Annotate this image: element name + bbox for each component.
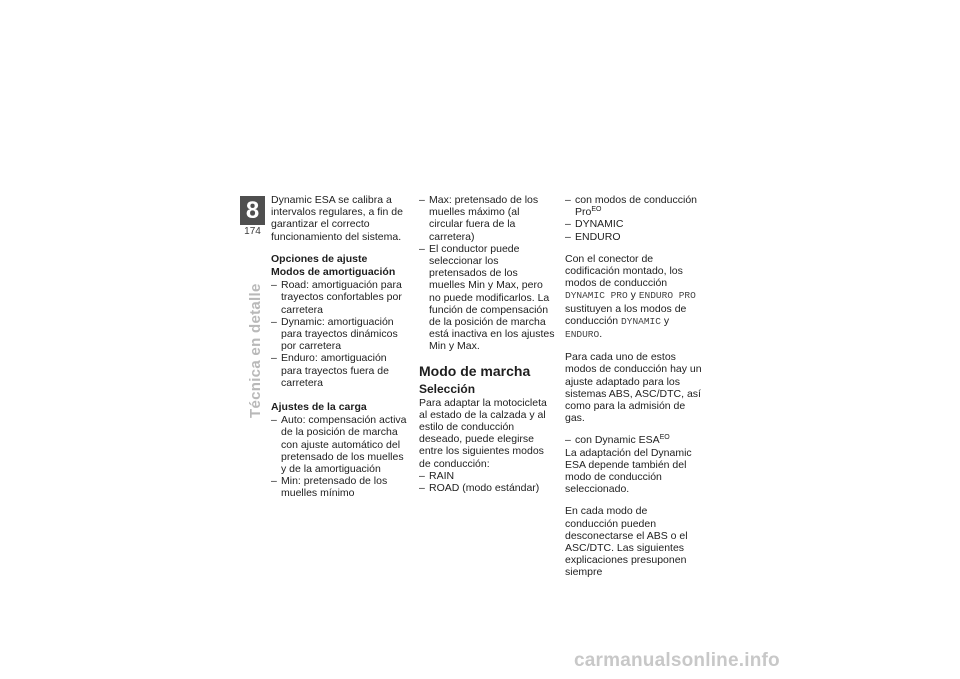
heading-options: Opciones de ajuste [271,252,368,265]
option-badge: EO [659,434,670,442]
esa-list [565,434,703,446]
esa-paragraph: La adaptación del Dynamic ESA depende también del modo de conducción seleccionado. [565,446,692,496]
list-item: – Road: amortiguación para trayectos confortables por carretera [271,279,407,316]
list-item [565,434,703,446]
heading-load: Ajustes de la carga [271,401,367,414]
load-list [271,414,407,499]
list-item: – RAIN [419,470,555,482]
text-fragment: y [663,314,670,327]
esa-label: con Dynamic ESA [575,434,660,447]
heading-ride-mode: Modo de marcha [419,362,531,379]
text-column-2 [419,194,555,504]
code-enduro: ENDURO [565,329,600,341]
code-dynamic: DYNAMIC [621,315,661,327]
list-item: – DYNAMIC [565,218,703,230]
text-column-1 [271,194,407,510]
text-fragment: Con el conector de codificación montado, los modos de conducción [565,252,683,290]
load-list-continued [419,194,555,353]
adapt-paragraph: Para cada uno de estos modos de conducción hay un ajuste adaptado para los sistemas ABS, ASC/DTC, así como para la admisión de gas. [565,351,702,425]
text-column-3 [565,194,703,589]
chapter-number: 8 [240,196,265,225]
list-item: – Enduro: amortiguación para trayectos fuera de carretera [271,352,407,389]
list-item: – Auto: compensación activa de la posición de marcha con ajuste automático del pretensado de los muelles y de la amortiguación [271,414,407,475]
text-fragment: . [599,328,603,341]
list-item: – ENDURO [565,231,703,243]
page-number: 174 [244,226,261,237]
side-chapter-title: Técnica en detalle [247,283,264,418]
list-item: – Max: pretensado de los muelles máximo (al circular fuera de la carretera) [419,194,555,243]
list-item: – Min: pretensado de los muelles mínimo [271,475,407,499]
code-dynamic-pro: DYNAMIC PRO [565,290,628,302]
text-fragment: sustituyen a los modos de conducción [565,302,687,327]
watermark: carmanualsonline.info [574,650,780,671]
list-item: – Dynamic: amortiguación para trayectos dinámicos por carretera [271,316,407,353]
heading-damping: Modos de amortiguación [271,266,396,279]
heading-selection: Selección [419,381,476,396]
option-badge: EO [591,206,602,214]
list-item [565,194,703,218]
mode-list-continued [565,194,703,243]
list-item: – El conductor puede seleccionar los pretensados de los muelles Min y Max, pero no puede modificarlos. La función de compensación de la posición de marcha está inactiva en los ajustes Min y Max. [419,243,555,353]
text-fragment: y [630,289,636,302]
code-enduro-pro: ENDURO PRO [638,290,696,302]
list-item: – ROAD (modo estándar) [419,482,555,494]
mode-list [419,470,555,494]
connector-paragraph [565,253,703,341]
intro-paragraph: Dynamic ESA se calibra a intervalos regulares, a fin de garantizar el correcto funcionamiento del sistema. [271,194,403,243]
damping-list [271,279,407,389]
selection-paragraph: Para adaptar la motocicleta al estado de la calzada y al estilo de conducción deseado, puede elegirse entre los siguientes modos de conducción: [419,396,547,470]
final-paragraph: En cada modo de conducción pueden desconectarse el ABS o el ASC/DTC. Las siguientes explicaciones presuponen siempre [565,505,688,579]
pro-mode-label: con modos de conducción Pro [575,194,697,219]
